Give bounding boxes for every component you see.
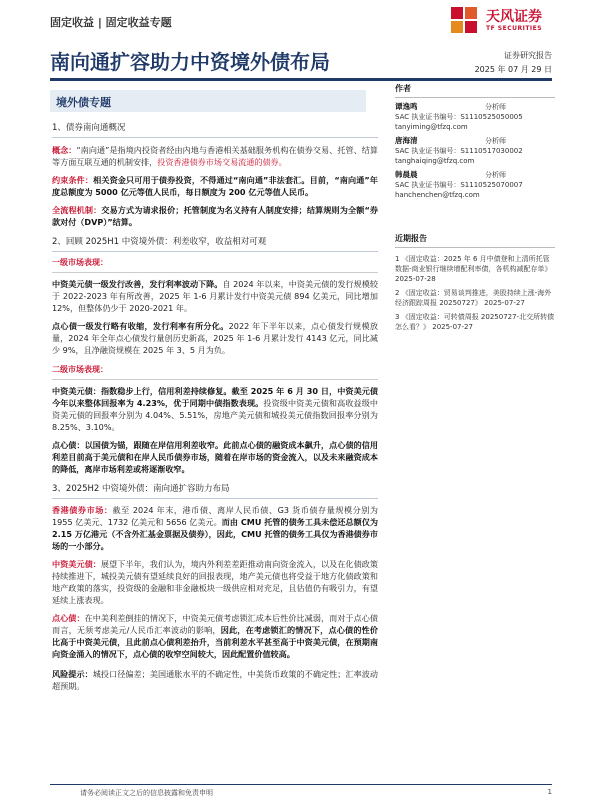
author-role: 分析师: [485, 137, 506, 145]
s2-para-2: [52, 320, 378, 356]
author-role: 分析师: [485, 171, 506, 179]
s1-para-2: [52, 174, 378, 198]
author-email[interactable]: tanghaiqing@tfzq.com: [395, 157, 475, 165]
author-email[interactable]: tanyiming@tfzq.com: [395, 123, 468, 131]
s1-p1-hl: 投资香港债券市场交易流通的债券。: [157, 157, 287, 167]
s2-sub1-rule: [52, 272, 378, 273]
footer-disclaimer: 请务必阅读正文之后的信息披露和免责申明: [80, 789, 213, 797]
recent-index: 1: [395, 255, 400, 263]
s2-sub-2: 二级市场表现：: [52, 365, 108, 374]
author-email[interactable]: hanchenchen@tfzq.com: [395, 191, 480, 199]
s1-para-3: [52, 204, 378, 228]
s3-para-1: [52, 504, 378, 552]
s1-title: 1、债券南向通概况: [52, 123, 126, 133]
s2-para-3: [52, 385, 378, 433]
s2-sub2-rule: [52, 379, 378, 380]
brand-mark-icon: [448, 4, 482, 38]
category-label: 固定收益 | 固定收益专题: [50, 16, 172, 29]
recent-rule: [395, 247, 555, 248]
author-name: 韩晨晨: [395, 170, 418, 179]
recent-date: 2025-07-27: [484, 299, 525, 307]
recent-title[interactable]: 《固定收益：贸易谈判推进，美股持续上涨-海外经济跟踪周报 20250727》: [395, 289, 552, 307]
author-block: [395, 170, 555, 204]
author-role: 分析师: [485, 103, 506, 111]
recent-date: 2025-07-27: [432, 323, 473, 331]
s3-para-2: [52, 558, 378, 606]
s3-p3-text: 在中美利差倒挂的情况下，中资美元债考虑锁汇成本后性价比减弱，而对于点心债而言，无须考虑美元/人民币汇率波动的影响，: [52, 613, 378, 635]
s1-p2-bold: 相关资金只可用于债券投资，不得通过“南向通”非法套汇。: [93, 175, 310, 185]
s2-p1-text: 自 2024 年以来，中资美元债的发行规模较于 2022-2023 年有所改善，2025 年 1-6 月累计发行中资美元债 894 亿美元，同比增加 12%，但整体仍少于 2020-2021 年。: [52, 279, 378, 313]
authors-heading: 作者: [395, 84, 411, 93]
s2-p2-text: 2022 年下半年以来，点心债发行规模放量，2024 年全年点心债发行量创历史新高，2025 年 1-6 月累计发行 4143 亿元，同比减少 9%，且净融资规模在 2025 年 3、5 月为负。: [52, 321, 378, 355]
page-title: 南向通扩容助力中资境外债布局: [50, 50, 330, 74]
report-date: 2025 年 07 月 29 日: [474, 65, 552, 74]
brand-name: 天风证券: [486, 9, 542, 25]
s2-p1-bold: 中资美元债一级发行改善，发行利率波动下降。: [52, 279, 223, 289]
brand-sub: TF SECURITIES: [486, 25, 543, 32]
s3-p3-label: 点心债：: [52, 613, 85, 623]
page-number: 1: [547, 788, 552, 796]
recent-title[interactable]: 《固定收益：可转债周报 20250727-北交所转债怎么看？》: [395, 313, 555, 331]
sidebar: [395, 84, 555, 336]
author-block: [395, 102, 555, 136]
recent-heading: 近期报告: [395, 234, 427, 243]
s1-p3-label: 全流程机制：: [52, 205, 102, 215]
s2-p3-text: 投资级中资美元债和高收益级中资美元债的回报率分别为 4.04%、5.51%，房地产美元债和城投美元债指数回报率分别为 8.25%、3.10%。: [52, 398, 378, 432]
recent-report[interactable]: [395, 254, 555, 284]
author-name: 唐海清: [395, 136, 418, 145]
report-type: 证券研究报告: [504, 51, 552, 60]
s3-p2-label: 中资美元债：: [52, 559, 101, 569]
s1-p3-text: 交易方式为请求报价；托管制度为名义持有人制度安排；结算规则为全额“券款对付（DVP）”结算。: [52, 205, 378, 227]
s2-sub-1: 一级市场表现：: [52, 258, 108, 267]
s1-p2-label: 约束条件：: [52, 175, 94, 185]
s1-p2-text: 目前，“南向通”年度总额度为 5000 亿元等值人民币，每日额度为 200 亿元等值人民币。: [52, 175, 378, 197]
s2-p3-bold: 中资美元债：指数稳步上行，信用利差持续修复。截至 2025 年 6 月 30 日，中资美元债今年以来整体回报率为 4.23%，优于同期中债指数表现。: [52, 386, 378, 408]
s3-para-3: [52, 612, 378, 660]
recent-report[interactable]: [395, 288, 555, 308]
author-cert: SAC 执业证书编号：S1110525070007: [395, 181, 523, 189]
s3-p3-bold: 因此，在考虑锁汇的情况下，点心债的性价比高于中资美元债，且此前点心债利差抬升，当前利差水平甚至高于中资美元债，在预期南向资金涌入的情况下，点心债的收窄空间较大，因此配置价值较高。: [52, 625, 378, 659]
recent-report[interactable]: [395, 312, 555, 332]
s2-para-4: 点心债：以国债为锚，跟随在岸信用利差收窄。此前点心债的融资成本飙升，点心债的信用利差目前高于美元债和在岸人民币债券市场，随着在岸市场的资金流入，以及未来融资成本的降低，离岸市场利差或将逐渐收窄。: [52, 440, 378, 474]
recent-index: 2: [395, 289, 400, 297]
author-block: [395, 136, 555, 170]
s1-rule: [52, 137, 378, 138]
brand-logo: [446, 4, 556, 38]
author-cert: SAC 执业证书编号：S1110517030002: [395, 147, 523, 155]
section-title: 境外债专题: [56, 96, 111, 109]
s1-p1-text: “南向通”是指境内投资者经由内地与香港相关基础服务机构在债券交易、托管、结算等方面互联互通的机制安排，: [52, 145, 378, 167]
risk-label: 风险提示：: [52, 669, 93, 679]
main-content: [52, 122, 378, 692]
author-cert: SAC 执业证书编号：S1110525050005: [395, 113, 523, 121]
s3-p1-label: 香港债券市场：: [52, 505, 113, 515]
s2-p2-bold: 点心债一级发行略有收缩，发行利率有所分化。: [52, 321, 229, 331]
s3-p1-text: 截至 2024 年末，港币债、离岸人民币债、G3 货币债存量规模分别为 1955 亿美元、1732 亿美元和 5656 亿美元。: [52, 505, 378, 527]
s3-title: 3、2025H2 中资境外债：南向通扩容助力布局: [52, 484, 230, 494]
risk-note: [52, 668, 378, 692]
section-banner: [50, 90, 366, 112]
s1-p1-label: 概念：: [52, 145, 77, 155]
recent-date: 2025-07-28: [395, 275, 436, 283]
authors-rule: [395, 97, 555, 98]
footer-rule: [50, 784, 552, 785]
s3-p2-text: 展望下半年，我们认为，境内外利差差距推动南向资金流入，以及在化债政策持续推进下，城投美元债有望延续良好的回报表现，地产美元债也将受益于地方化债政策和地产政策的落实，投资级的金融和非金融板块一级供应相对充足，且估值仍有吸引力，有望延续上涨表现。: [52, 559, 378, 605]
s1-para-1: [52, 144, 378, 168]
recent-index: 3: [395, 313, 400, 321]
author-name: 谭逸鸣: [395, 102, 418, 111]
s3-rule: [52, 498, 378, 499]
s2-rule: [52, 251, 378, 252]
title-rule: [50, 78, 552, 81]
s3-p1-bold: 而由 CMU 托管的债务工具未偿还总额仅为 2.15 万亿港元（不含外汇基金票据及债券），因此，CMU 托管的债务工具仅为香港债券市场的一小部分。: [52, 517, 378, 551]
s2-title: 2、回顾 2025H1 中资境外债：利差收窄，收益相对可观: [52, 237, 267, 247]
risk-text: 城投口径偏差；美国通胀水平的不确定性，中美货币政策的不确定性；汇率波动超预期。: [52, 669, 378, 691]
s2-para-1: [52, 278, 378, 314]
recent-title[interactable]: 《固定收益：2025 年 6 月中债登和上清所托管数据-商业银行继续增配利率债，各机构减配存单》: [395, 255, 552, 273]
